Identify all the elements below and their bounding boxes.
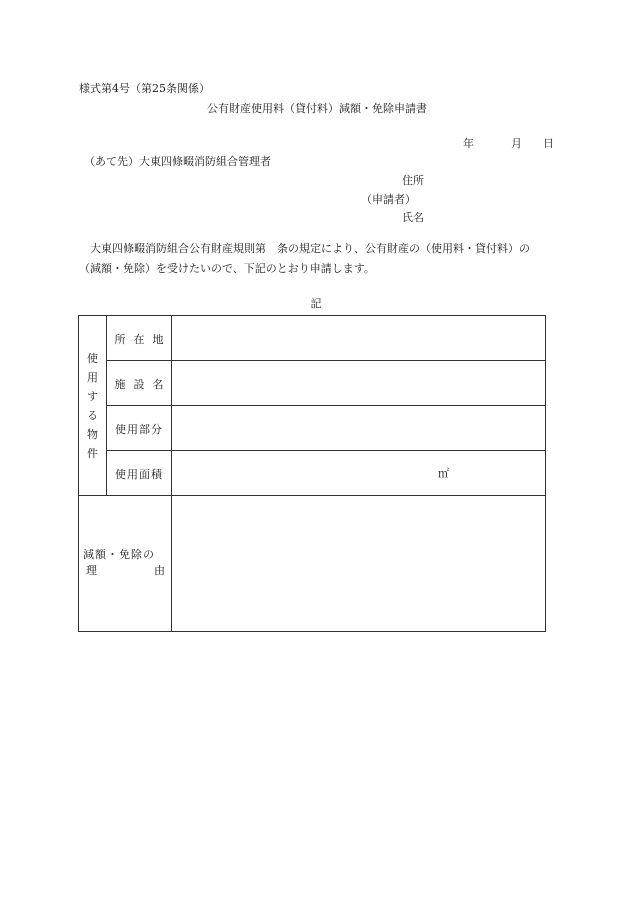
location-label: [107, 316, 171, 361]
property-group-char: 用: [87, 371, 98, 384]
addressee: （あて先）大東四條畷消防組合管理者: [84, 155, 271, 168]
used-area-field[interactable]: [172, 451, 546, 495]
reason-label-line1: 減額・免除の: [83, 548, 155, 561]
property-group-char: 物: [87, 428, 98, 441]
facility-name-field[interactable]: [172, 361, 546, 405]
used-portion-field[interactable]: [172, 406, 546, 450]
facility-name-label-text: 施設名: [114, 377, 172, 391]
applicant-label: （申請者）: [361, 193, 416, 206]
used-portion-label-text: 使用部分: [115, 422, 163, 436]
date-year-label: 年: [463, 137, 474, 150]
used-area-label: [107, 451, 171, 496]
reason-label-line2: [83, 563, 169, 579]
property-group-label: [79, 316, 106, 496]
application-table: [78, 315, 546, 632]
area-unit: ㎡: [438, 467, 449, 480]
body-text: 大東四條畷消防組合公有財産規則第 条の規定により、公有財産の（使用料・貸付料）の（減額・免除）を受けたいので、下記のとおり申請します。: [79, 242, 530, 275]
address-label: 住所: [402, 174, 424, 187]
reason-label: [83, 547, 169, 579]
location-label-text: 所在地: [114, 332, 172, 346]
property-group-char: る: [87, 409, 98, 422]
page-title: 公有財産使用料（貸付料）減額・免除申請書: [207, 102, 427, 115]
property-group-char: 使: [87, 352, 98, 365]
date-line: [463, 135, 554, 151]
facility-name-label: [107, 361, 171, 406]
date-day-label: 日: [543, 137, 554, 150]
used-portion-label: [107, 406, 171, 451]
property-group-char: す: [87, 390, 98, 403]
reason-label-char: 由: [154, 564, 165, 577]
form-number: 様式第4号（第25条関係）: [79, 82, 210, 95]
name-label: 氏名: [402, 211, 424, 224]
reason-label-char: 理: [86, 564, 97, 577]
location-field[interactable]: [172, 316, 546, 360]
property-group-char: 件: [87, 447, 98, 460]
date-month-label: 月: [511, 137, 522, 150]
ki-label: 記: [310, 297, 322, 310]
used-area-label-text: 使用面積: [115, 467, 163, 481]
reason-field[interactable]: [172, 496, 546, 630]
